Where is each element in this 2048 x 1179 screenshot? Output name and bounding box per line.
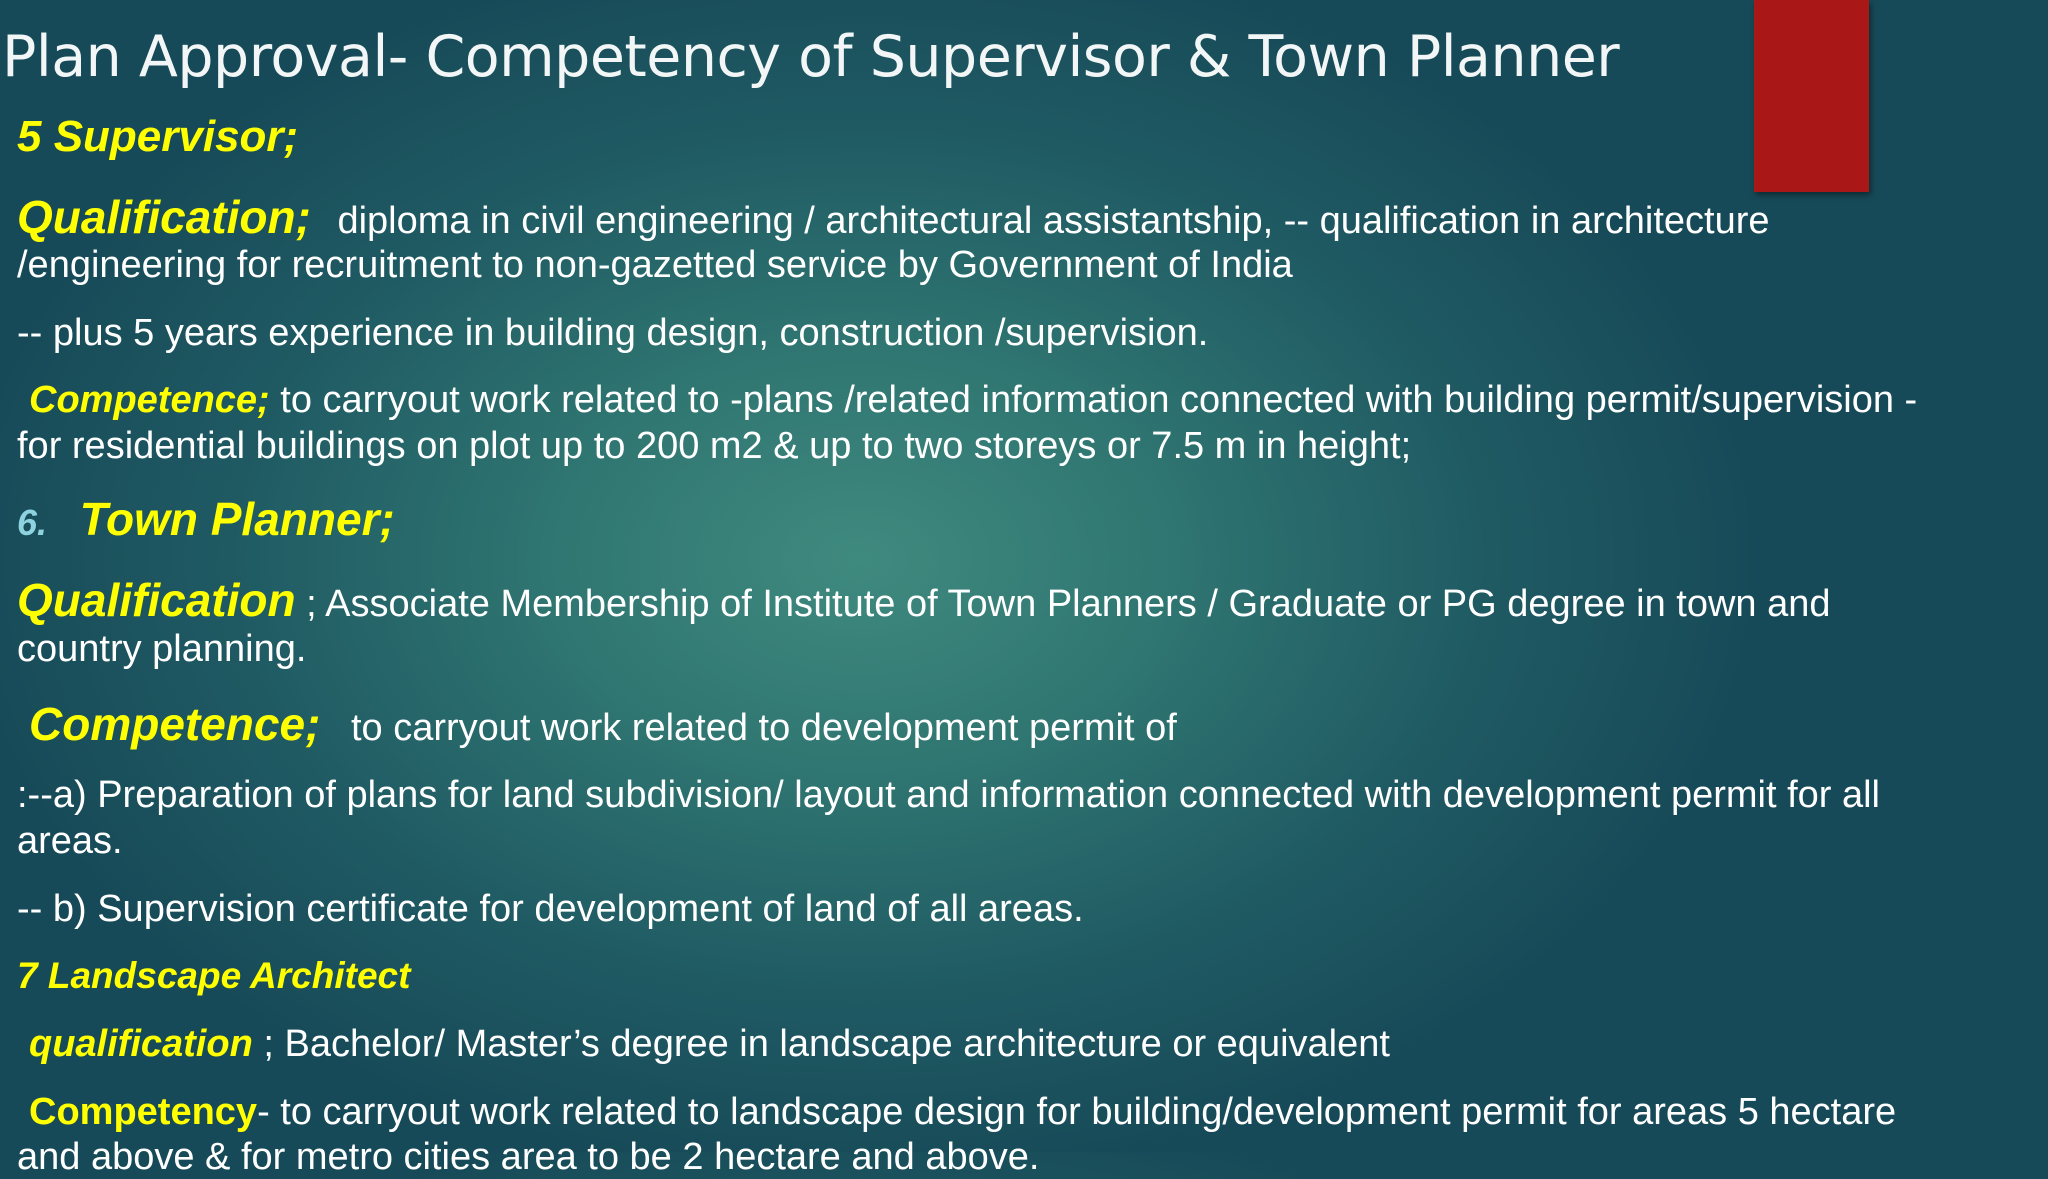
supervisor-competence-text-1: to carryout work related to -plans /related information connected with building permit/supervision -: [269, 379, 1918, 421]
supervisor-heading: 5 Supervisor;: [17, 112, 299, 161]
town-planner-competence-text: to carryout work related to development permit of: [340, 707, 1177, 749]
town-planner-competence-label: Competence;: [29, 698, 321, 750]
town-planner-item-a-line-2: areas.: [17, 820, 123, 862]
landscape-qualification-text: ; Bachelor/ Master’s degree in landscape architecture or equivalent: [252, 1023, 1390, 1065]
town-planner-qualification-text-1: ; Associate Membership of Institute of Town Planners / Graduate or PG degree in town and: [295, 583, 1831, 625]
landscape-qualification-label: qualification: [29, 1023, 253, 1065]
accent-bar: [1754, 0, 1869, 192]
slide-title: Plan Approval- Competency of Supervisor & Town Planner: [2, 24, 1620, 90]
supervisor-competence-label: Competence;: [29, 379, 270, 421]
supervisor-competence-line-2: for residential buildings on plot up to 200 m2 & up to two storeys or 7.5 m in height;: [17, 425, 1412, 467]
supervisor-qualification-line-2: /engineering for recruitment to non-gazetted service by Government of India: [17, 244, 1293, 286]
landscape-heading: 7 Landscape Architect: [17, 955, 411, 996]
town-planner-item-b: -- b) Supervision certificate for development of land of all areas.: [17, 888, 1084, 930]
town-planner-qualification-label: Qualification: [17, 574, 296, 626]
landscape-competency-line-2: and above & for metro cities area to be 2 hectare and above.: [17, 1136, 1040, 1178]
landscape-qualification-line: [29, 1023, 1390, 1066]
town-planner-number: 6.: [17, 502, 48, 543]
landscape-competency-label: Competency: [29, 1091, 258, 1133]
town-planner-competence-line: [29, 697, 1177, 751]
supervisor-qualification-line-1: [17, 190, 1770, 244]
supervisor-experience: -- plus 5 years experience in building design, construction /supervision.: [17, 312, 1209, 354]
supervisor-competence-line-1: [29, 379, 1917, 422]
town-planner-qualification-line-2: country planning.: [17, 628, 307, 670]
town-planner-heading-line: [17, 492, 395, 546]
supervisor-qualification-label: Qualification;: [17, 191, 311, 243]
supervisor-qualification-text-1: diploma in civil engineering / architectural assistantship, -- qualification in architecture: [337, 200, 1770, 242]
landscape-competency-line-1: [29, 1091, 1896, 1134]
landscape-competency-text-1: - to carryout work related to landscape design for building/development permit for areas 5 hectare: [257, 1091, 1897, 1133]
town-planner-qualification-line-1: [17, 573, 1831, 627]
town-planner-heading: Town Planner;: [79, 493, 395, 545]
town-planner-item-a-line-1: :--a) Preparation of plans for land subdivision/ layout and information connected with development permit for all: [17, 774, 1881, 816]
